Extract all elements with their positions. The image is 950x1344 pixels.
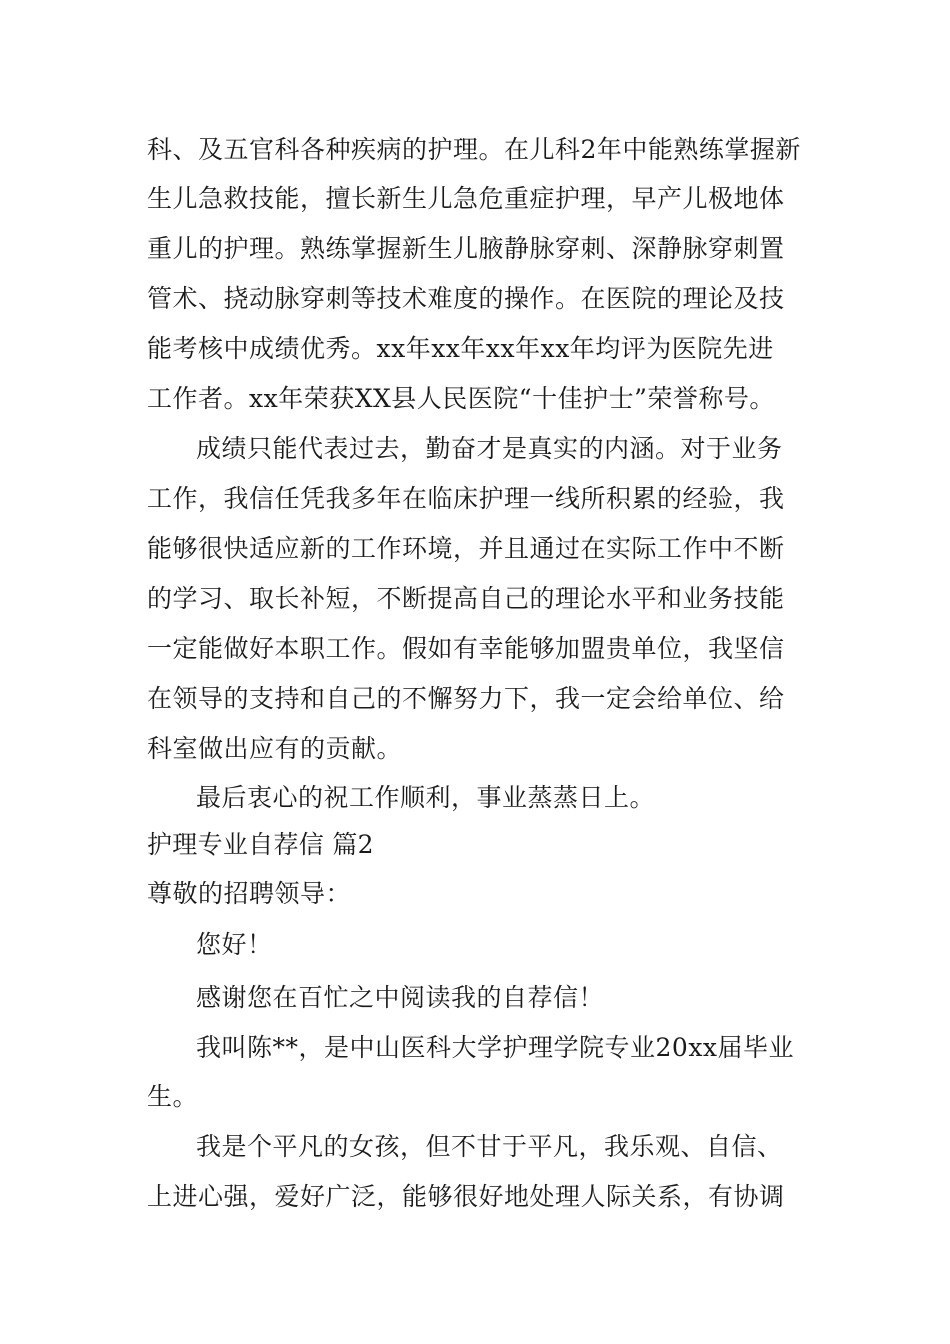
thanks-line: 感谢您在百忙之中阅读我的自荐信！	[196, 983, 605, 1012]
intro-line-1: 我叫陈**，是中山医科大学护理学院专业20xx届毕业	[196, 1033, 795, 1062]
paragraph-1-line-4: 管术、挠动脉穿刺等技术难度的操作。在医院的理论及技	[147, 284, 785, 313]
closing-line: 最后衷心的祝工作顺利，事业蒸蒸日上。	[196, 783, 656, 812]
paragraph-2-line-5: 一定能做好本职工作。假如有幸能够加盟贵单位，我坚信	[147, 634, 785, 663]
paragraph-1-line-2: 生儿急救技能，擅长新生儿急危重症护理，早产儿极地体	[147, 184, 785, 213]
salutation: 尊敬的招聘领导：	[147, 879, 352, 908]
section-title: 护理专业自荐信 篇2	[147, 830, 374, 859]
paragraph-2-line-3: 能够很快适应新的工作环境，并且通过在实际工作中不断	[147, 534, 785, 563]
paragraph-2-line-4: 的学习、取长补短，不断提高自己的理论水平和业务技能	[147, 584, 785, 613]
intro-line-2: 生。	[147, 1082, 199, 1111]
paragraph-2-line-1: 成绩只能代表过去，勤奋才是真实的内涵。对于业务	[196, 434, 783, 463]
self-description-line-1: 我是个平凡的女孩，但不甘于平凡，我乐观、自信、	[196, 1132, 783, 1161]
paragraph-2-line-7: 科室做出应有的贡献。	[147, 734, 403, 763]
paragraph-1-line-6: 工作者。xx年荣获XX县人民医院“十佳护士”荣誉称号。	[147, 384, 775, 413]
self-description-line-2: 上进心强，爱好广泛，能够很好地处理人际关系，有协调	[147, 1182, 785, 1211]
paragraph-2-line-6: 在领导的支持和自己的不懈努力下，我一定会给单位、给	[147, 684, 785, 713]
paragraph-1-line-1: 科、及五官科各种疾病的护理。在儿科2年中能熟练掌握新	[147, 135, 801, 164]
paragraph-1-line-3: 重儿的护理。熟练掌握新生儿腋静脉穿刺、深静脉穿刺置	[147, 234, 785, 263]
paragraph-2-line-2: 工作，我信任凭我多年在临床护理一线所积累的经验，我	[147, 484, 785, 513]
greeting: 您好！	[196, 930, 273, 959]
paragraph-1-line-5: 能考核中成绩优秀。xx年xx年xx年xx年均评为医院先进	[147, 334, 774, 363]
